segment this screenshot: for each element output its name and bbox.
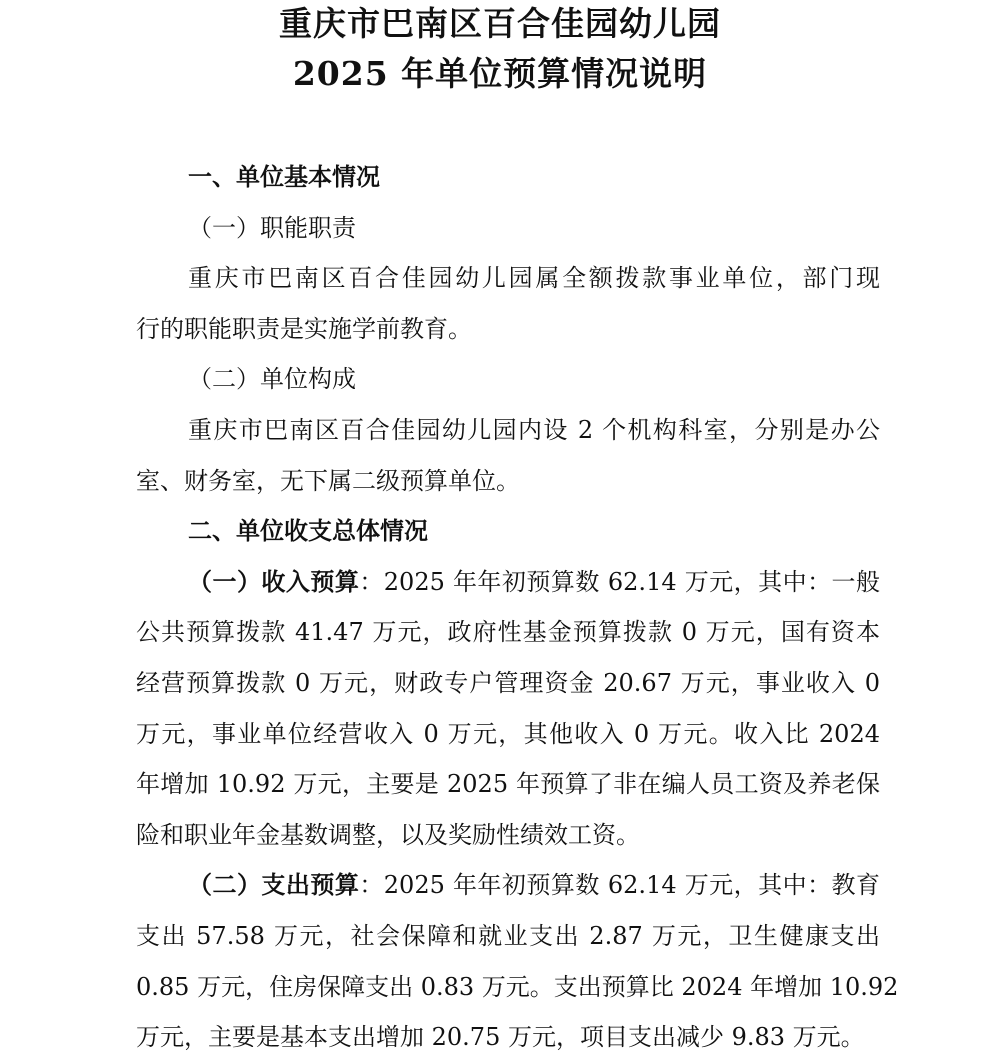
expense-line-text: ：2025 年年初预算数 62.14 万元，其中：教育	[359, 871, 881, 900]
paragraph-line: 支出 57.58 万元，社会保障和就业支出 2.87 万元，卫生健康支出	[136, 921, 880, 950]
paragraph-line: 行的职能职责是实施学前教育。	[136, 314, 472, 343]
paragraph-income	[136, 557, 880, 861]
paragraph-line: 经营预算拨款 0 万元，财政专户管理资金 20.67 万元，事业收入 0	[136, 668, 880, 697]
paragraph-line: 年增加 10.92 万元，主要是 2025 年预算了非在编人员工资及养老保	[136, 770, 880, 799]
paragraph-line: 万元，主要是基本支出增加 20.75 万元，项目支出减少 9.83 万元。	[136, 1023, 865, 1052]
paragraph-line: 险和职业年金基数调整，以及奖励性绩效工资。	[136, 820, 640, 849]
document-title-line2: 2025 年单位预算情况说明	[292, 54, 708, 93]
paragraph-line: 室、财务室，无下属二级预算单位。	[136, 466, 520, 495]
income-label: （一）收入预算	[188, 566, 360, 596]
section-heading-budget-overview: 二、单位收支总体情况	[188, 516, 428, 546]
paragraph-structure	[136, 405, 880, 506]
income-line-text: ：2025 年年初预算数 62.14 万元，其中：一般	[359, 567, 881, 596]
document-title-line1: 重庆市巴南区百合佳园幼儿园	[279, 4, 721, 43]
paragraph-line	[136, 860, 880, 911]
paragraph-line: 0.85 万元，住房保障支出 0.83 万元。支出预算比 2024 年增加 10.92	[136, 972, 899, 1001]
paragraph-line: 重庆市巴南区百合佳园幼儿园属全额拨款事业单位，部门现	[188, 264, 880, 293]
paragraph-expense	[136, 860, 899, 1062]
subsection-heading-duties: （一）职能职责	[188, 213, 356, 242]
paragraph-line	[136, 557, 880, 608]
paragraph-duties	[136, 253, 880, 354]
subsection-heading-structure: （二）单位构成	[188, 365, 356, 394]
document-body	[136, 152, 899, 1063]
section-heading-basic-info: 一、单位基本情况	[188, 162, 380, 191]
paragraph-line: 万元，事业单位经营收入 0 万元，其他收入 0 万元。收入比 2024	[136, 719, 880, 748]
expense-label: （二）支出预算	[188, 870, 360, 900]
paragraph-line: 重庆市巴南区百合佳园幼儿园内设 2 个机构科室，分别是办公	[188, 415, 880, 444]
paragraph-line: 公共预算拨款 41.47 万元，政府性基金预算拨款 0 万元，国有资本	[136, 618, 880, 647]
